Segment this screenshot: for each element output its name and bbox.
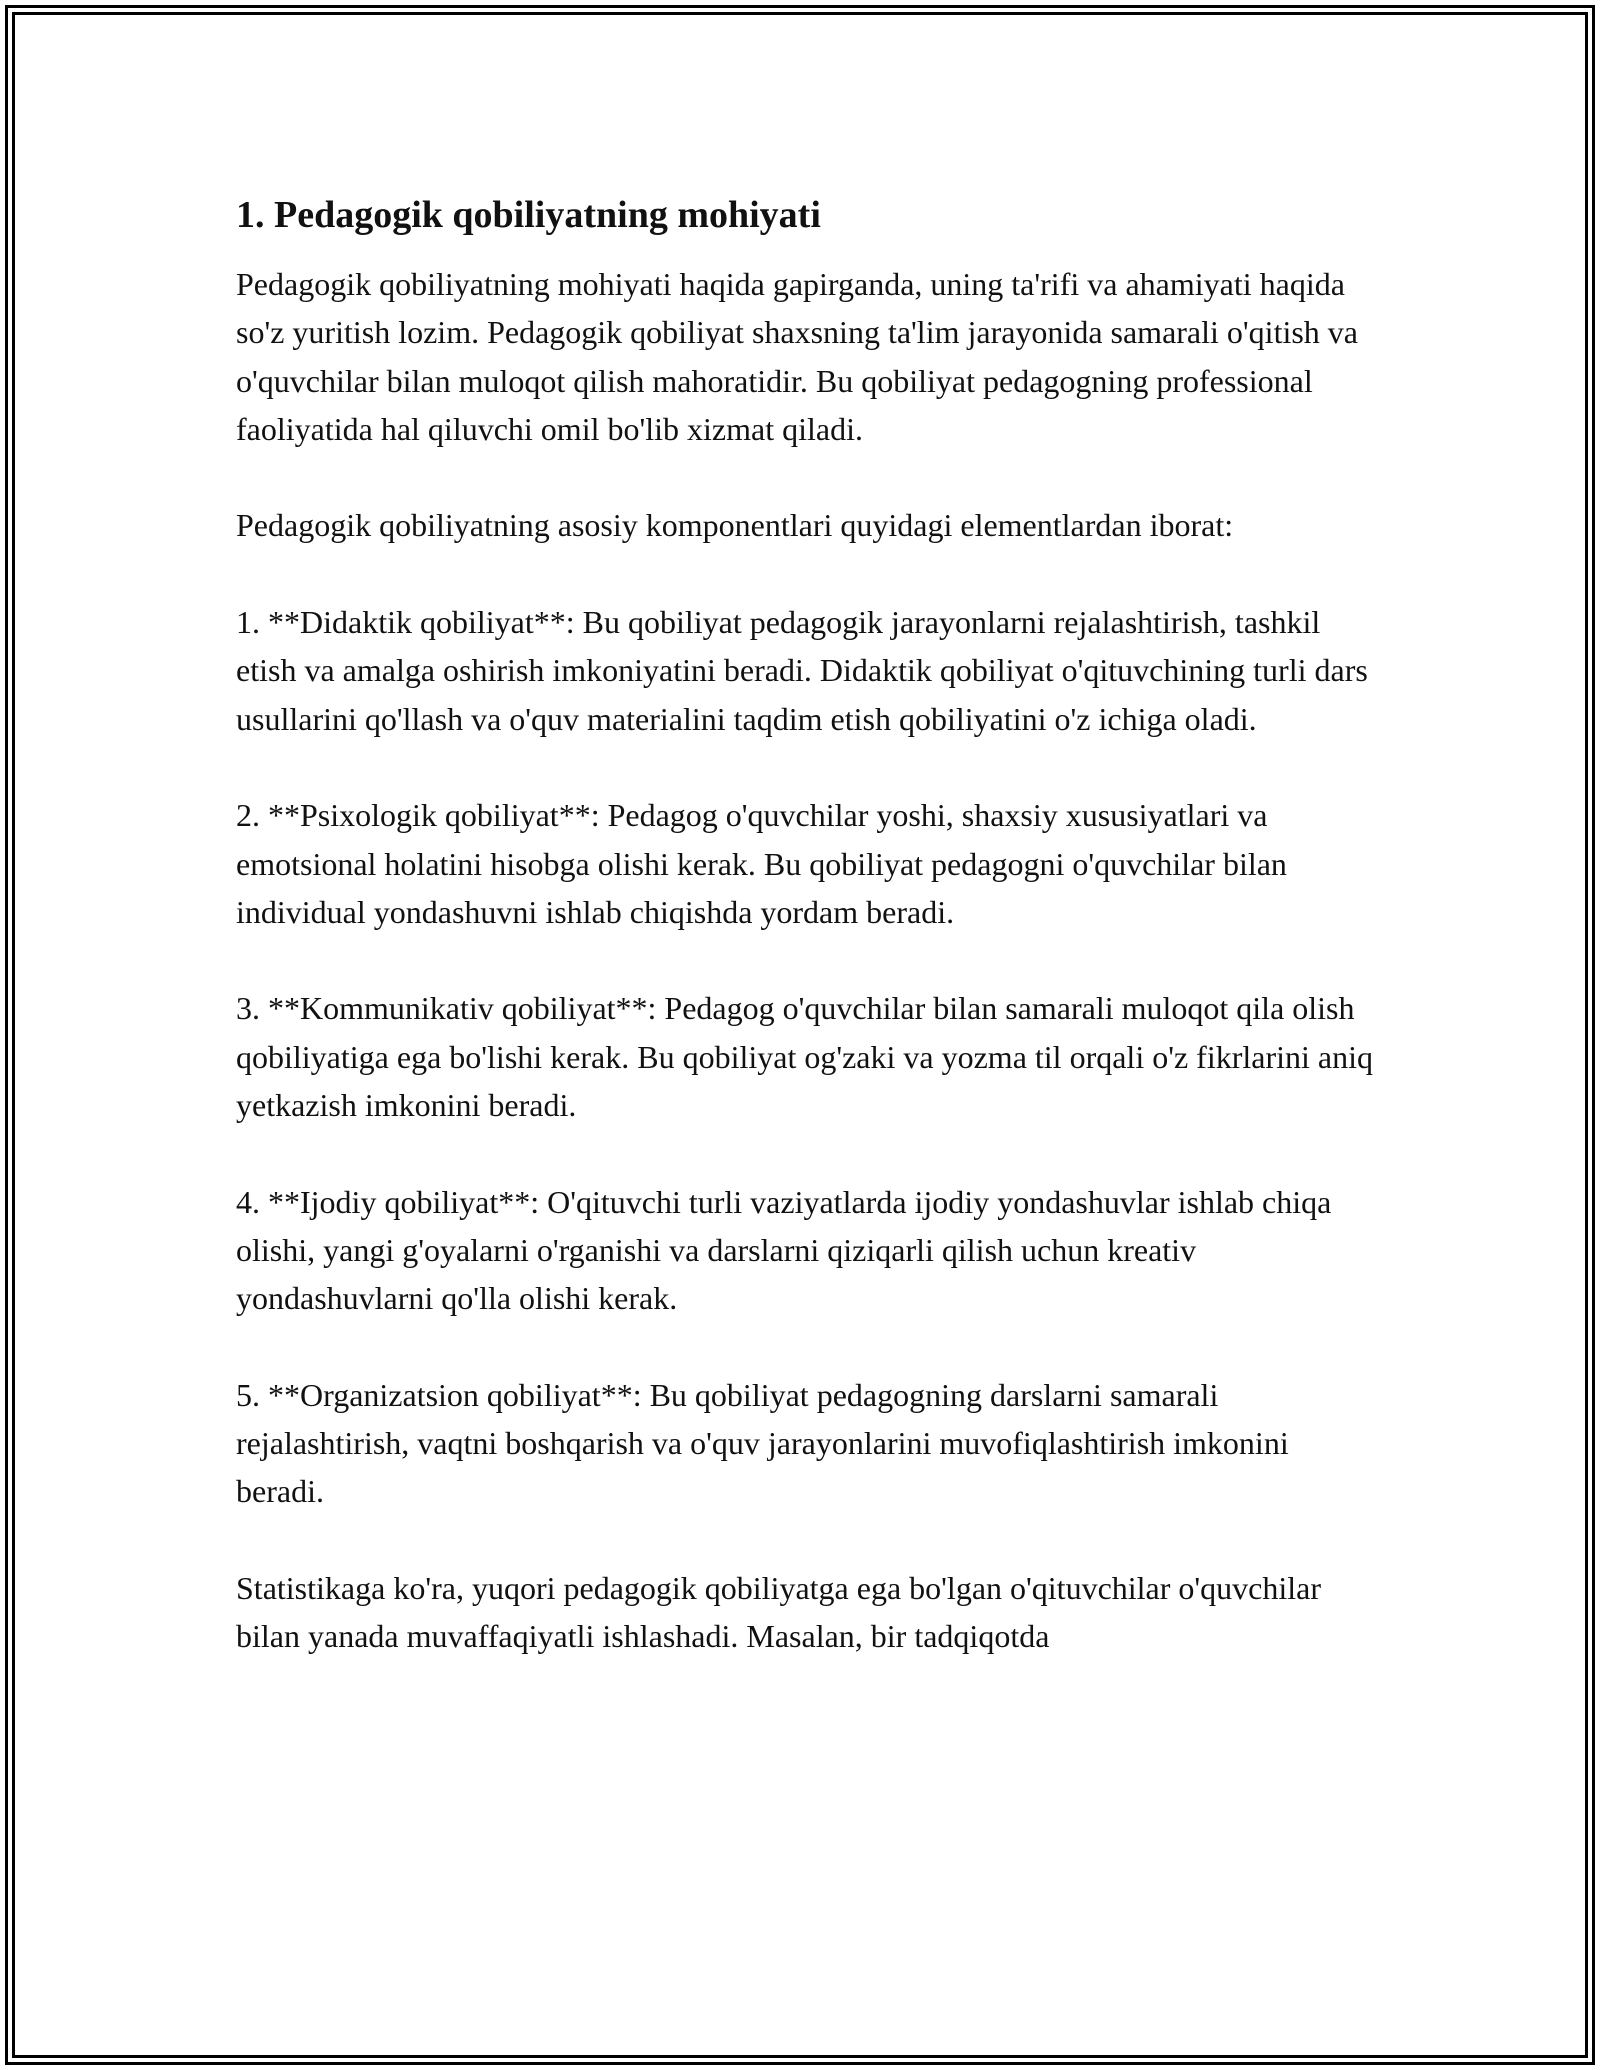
list-item-didactic: 1. **Didaktik qobiliyat**: Bu qobiliyat pedagogik jarayonlarni rejalashtirish, tashkil etish va amalga oshirish imkoniyatini beradi. Didaktik qobiliyat o'qituvchining turli dars usullarini qo'llash va o'quv materialini taqdim etish qobiliyatini o'z ichiga oladi. — [236, 604, 1368, 737]
list-item-creative: 4. **Ijodiy qobiliyat**: O'qituvchi turli vaziyatlarda ijodiy yondashuvlar ishlab chiqa olishi, yangi g'oyalarni o'rganishi va darslarni qiziqarli qilish uchun kreativ yondashuvlarni qo'lla olishi kerak. — [236, 1183, 1332, 1317]
paragraph-intro: Pedagogik qobiliyatning mohiyati haqida gapirganda, uning ta'rifi va ahamiyati haqida so'z yuritish lozim. Pedagogik qobiliyat shaxsning ta'lim jarayonida samarali o'qitish va o'quvchilar bilan muloqot qilish mahoratidir. Bu qobiliyat pedagogning professional faoliyatida hal qiluvchi omil bo'lib xizmat qiladi. — [236, 266, 1358, 447]
section-heading: 1. Pedagogik qobiliyatning mohiyati — [236, 194, 821, 236]
list-item-organizational: 5. **Organizatsion qobiliyat**: Bu qobiliyat pedagogning darslarni samarali rejalashtirish, vaqtni boshqarish va o'quv jarayonlarini muvofiqlashtirish imkonini beradi. — [236, 1376, 1289, 1510]
document-body — [236, 180, 1376, 1661]
list-item-communicative: 3. **Kommunikativ qobiliyat**: Pedagog o'quvchilar bilan samarali muloqot qila olish qobiliyatiga ega bo'lishi kerak. Bu qobiliyat og'zaki va yozma til orqali o'z fikrlarini aniq yetkazish imkonini beradi. — [236, 990, 1373, 1124]
paragraph-statistics: Statistikaga ko'ra, yuqori pedagogik qobiliyatga ega bo'lgan o'qituvchilar o'quvchilar bilan yanada muvaffaqiyatli ishlashadi. Masalan, bir tadqiqotda — [236, 1570, 1322, 1655]
paragraph-components-intro: Pedagogik qobiliyatning asosiy komponentlari quyidagi elementlardan iborat: — [236, 507, 1234, 544]
list-item-psychological: 2. **Psixologik qobiliyat**: Pedagog o'quvchilar yoshi, shaxsiy xususiyatlari va emotsional holatini hisobga olishi kerak. Bu qobiliyat pedagogni o'quvchilar bilan individual yondashuvni ishlab chiqishda yordam beradi. — [236, 797, 1287, 930]
